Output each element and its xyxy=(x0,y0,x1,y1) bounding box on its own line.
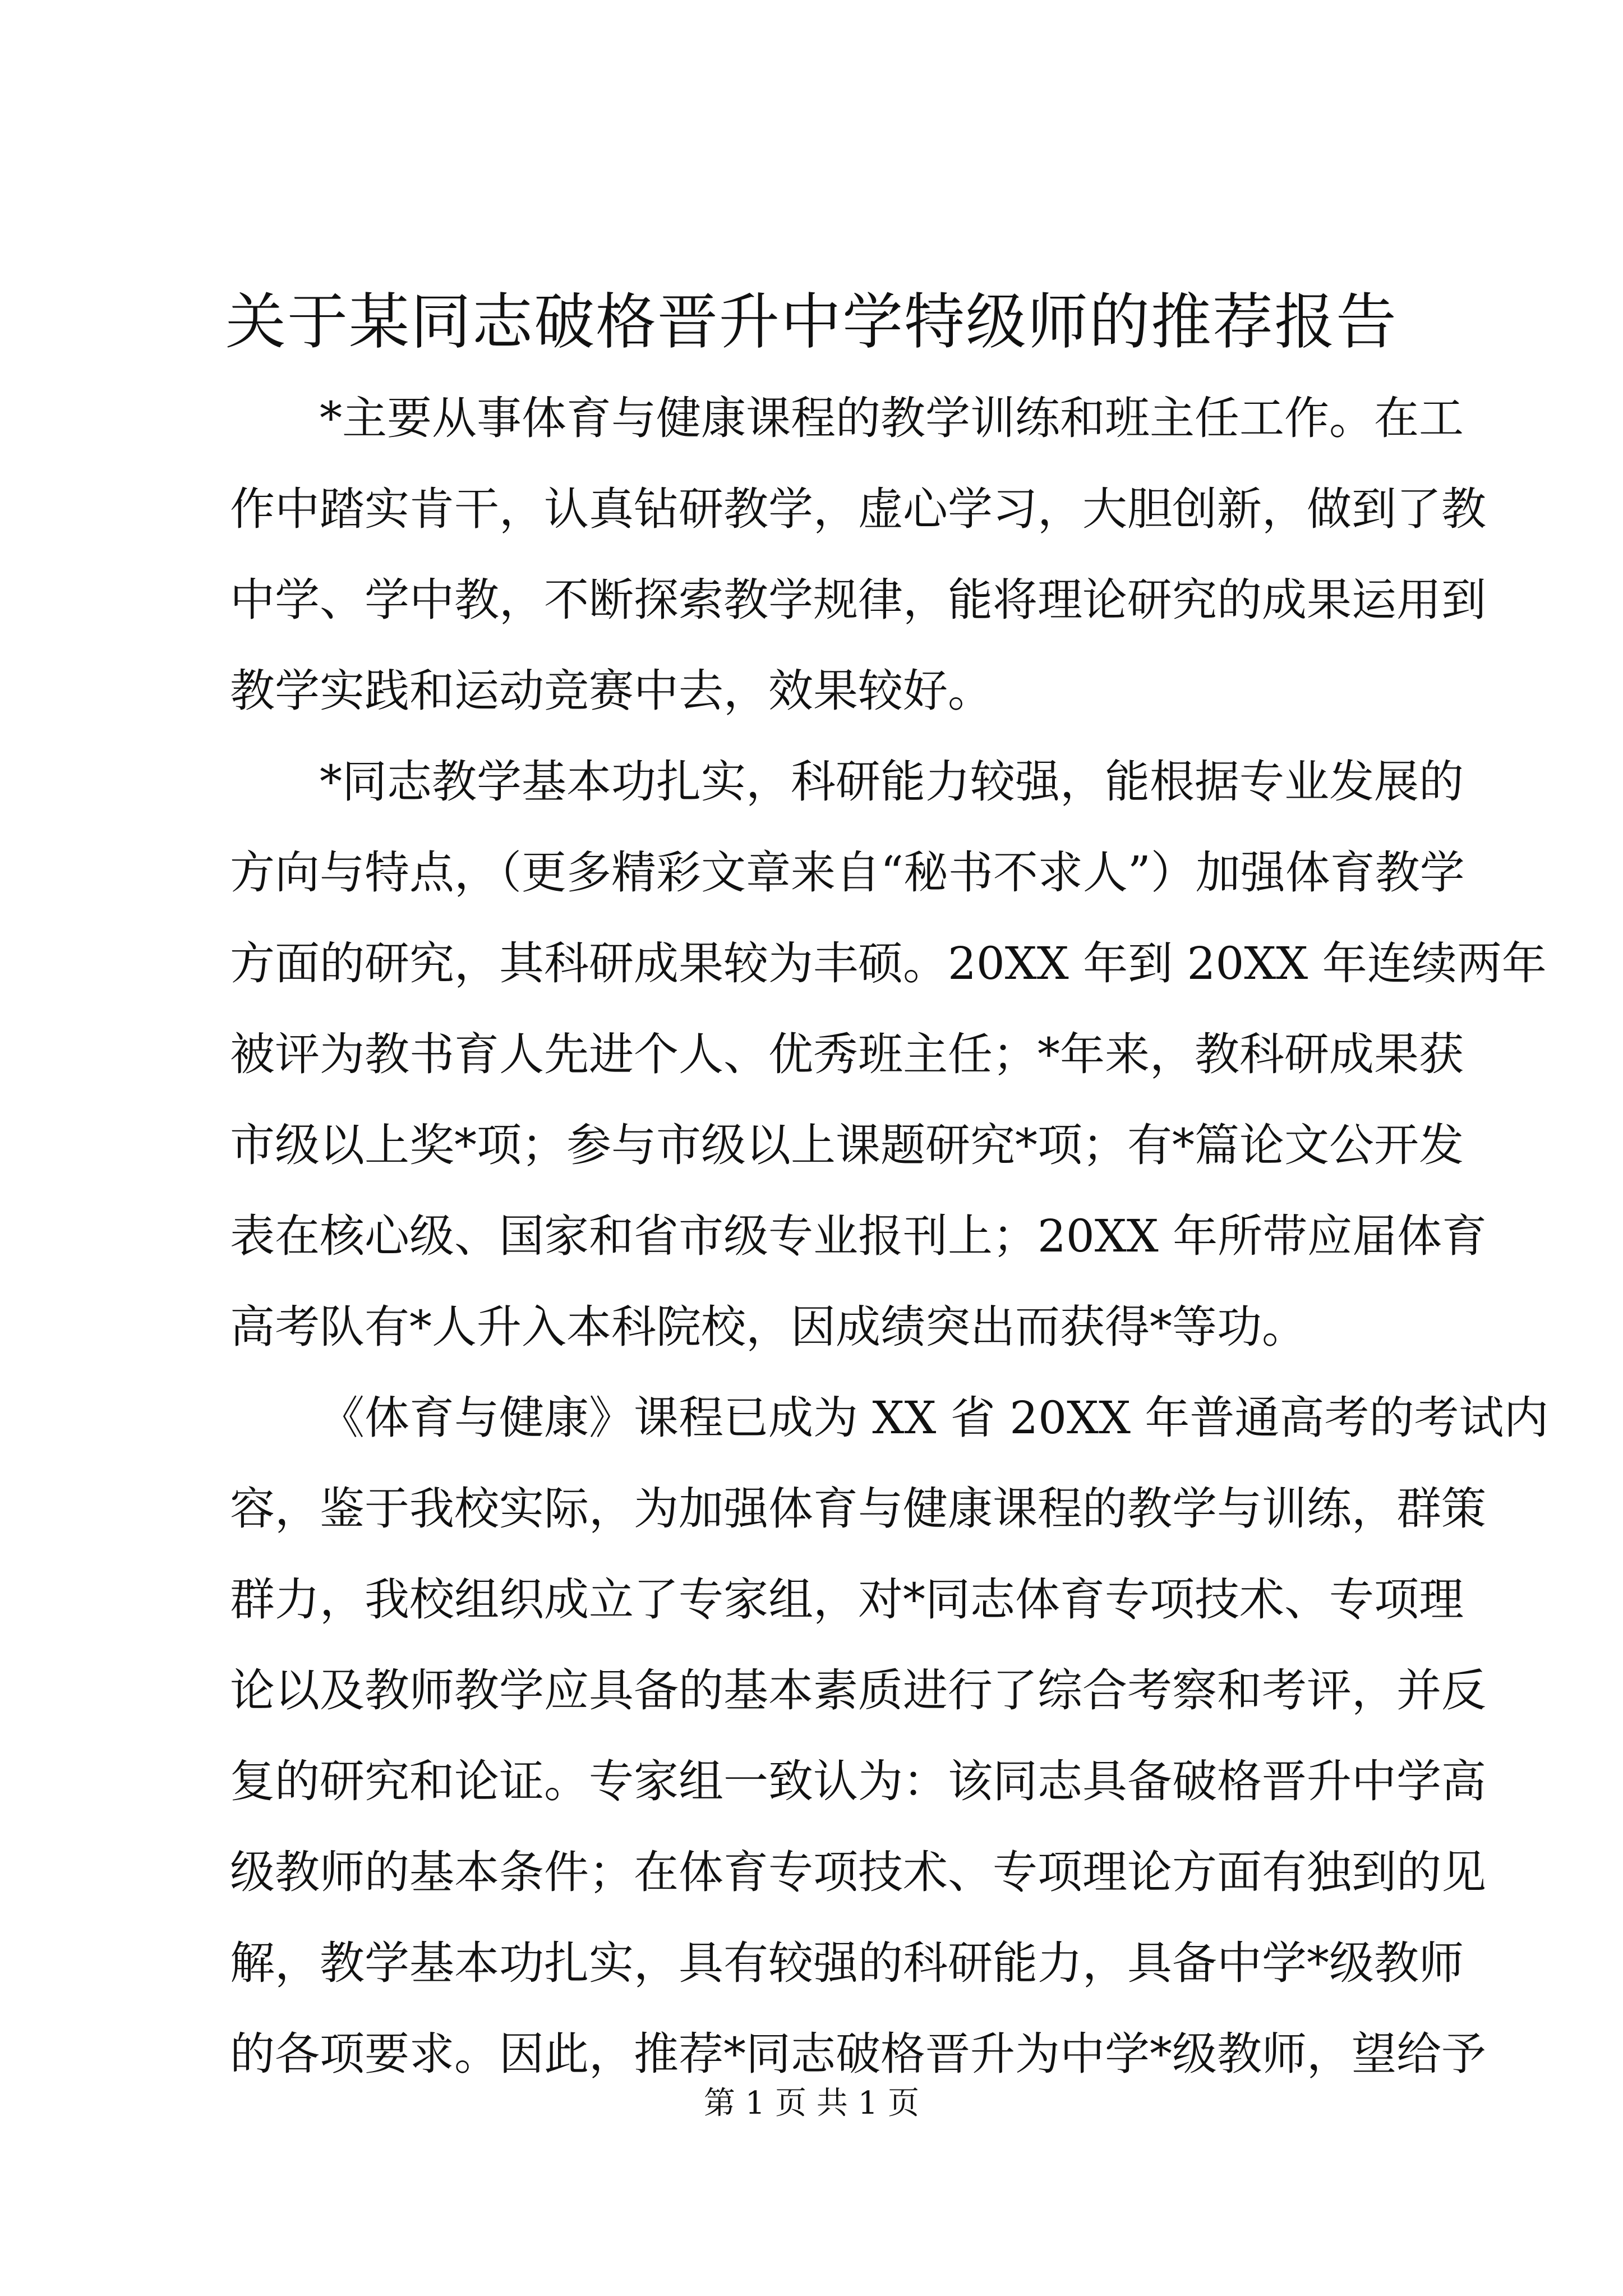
paragraph-1-line-3: 中学、学中教，不断探索教学规律，能将理论研究的成果运用到 xyxy=(230,574,1486,626)
paragraph-1-line-4: 教学实践和运动竞赛中去，效果较好。 xyxy=(230,665,993,717)
paragraph-3-line-6: 级教师的基本条件；在体育专项技术、专项理论方面有独到的见 xyxy=(230,1846,1486,1898)
paragraph-3-line-1: 《体育与健康》课程已成为 XX 省 20XX 年普通高考的考试内 xyxy=(320,1392,1549,1444)
document-title: 关于某同志破格晋升中学特级师的推荐报告 xyxy=(225,287,1398,357)
paragraph-3-line-4: 论以及教师教学应具备的基本素质进行了综合考察和考评，并反 xyxy=(230,1664,1486,1717)
paragraph-3-line-5: 复的研究和论证。专家组一致认为：该同志具备破格晋升中学高 xyxy=(230,1755,1486,1807)
paragraph-1-line-2: 作中踏实肯干，认真钻研教学，虚心学习，大胆创新，做到了教 xyxy=(230,483,1486,535)
paragraph-3-line-3: 群力，我校组织成立了专家组，对*同志体育专项技术、专项理 xyxy=(230,1573,1464,1626)
paragraph-2-line-3: 方面的研究，其科研成果较为丰硕。20XX 年到 20XX 年连续两年 xyxy=(230,937,1547,990)
paragraph-2-line-5: 市级以上奖*项；参与市级以上课题研究*项；有*篇论文公开发 xyxy=(230,1119,1464,1171)
document-body xyxy=(230,373,1549,2100)
paragraph-2-line-4: 被评为教书育人先进个人、优秀班主任；*年来，教科研成果获 xyxy=(230,1028,1464,1080)
paragraph-1-line-1: *主要从事体育与健康课程的教学训练和班主任工作。在工 xyxy=(320,392,1464,444)
paragraph-2-line-1: *同志教学基本功扎实，科研能力较强，能根据专业发展的 xyxy=(320,756,1464,808)
paragraph-2-line-7: 高考队有*人升入本科院校，因成绩突出而获得*等功。 xyxy=(230,1301,1307,1353)
paragraph-3-line-8: 的各项要求。因此，推荐*同志破格晋升为中学*级教师，望给予 xyxy=(230,2028,1486,2080)
paragraph-3-line-7: 解，教学基本功扎实，具有较强的科研能力，具备中学*级教师 xyxy=(230,1937,1464,1989)
paragraph-2-line-6: 表在核心级、国家和省市级专业报刊上；20XX 年所带应届体育 xyxy=(230,1210,1487,1262)
page-footer: 第 1 页 共 1 页 xyxy=(703,2085,920,2122)
paragraph-2-line-2: 方向与特点，（更多精彩文章来自“秘书不求人”）加强体育教学 xyxy=(230,846,1465,899)
paragraph-3-line-2: 容，鉴于我校实际，为加强体育与健康课程的教学与训练，群策 xyxy=(230,1483,1486,1535)
